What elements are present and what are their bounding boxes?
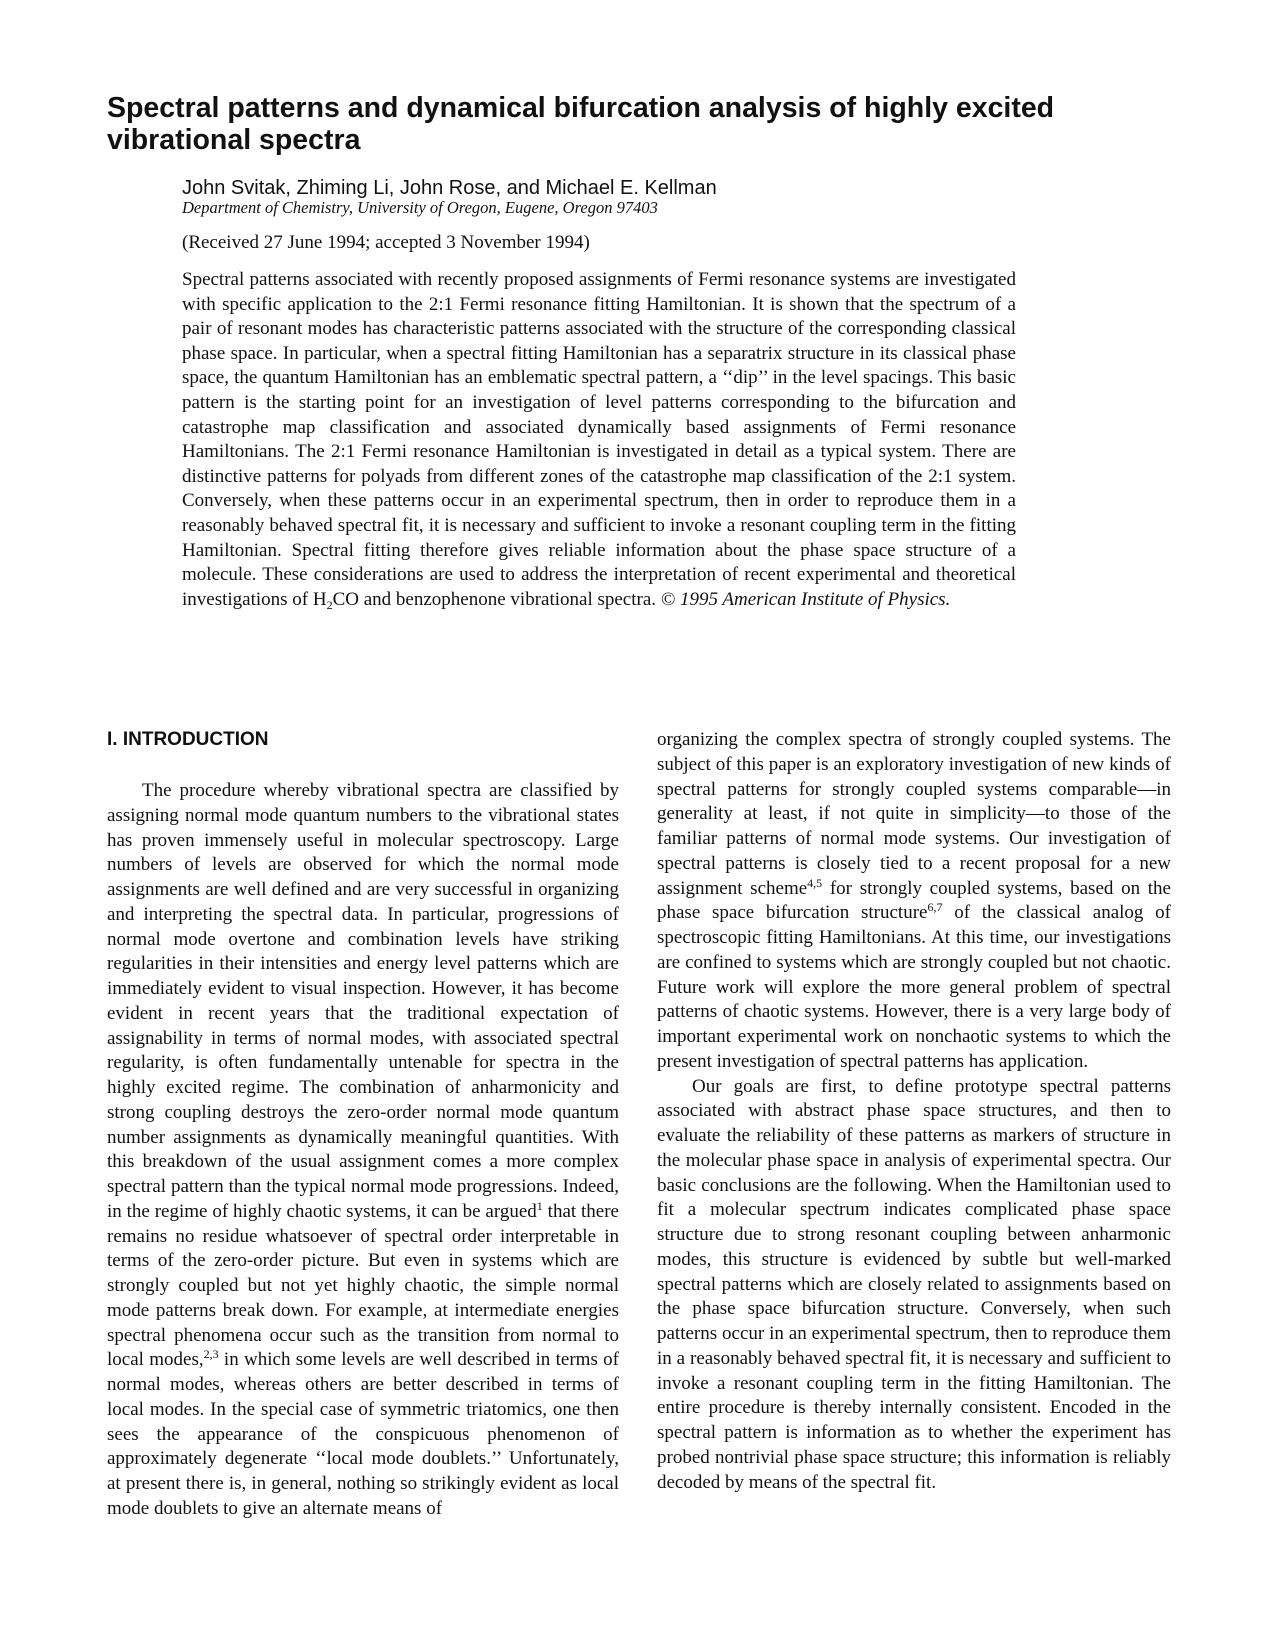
paper-title: Spectral patterns and dynamical bifurcation analysis of highly excited vibrational spectra bbox=[107, 92, 1055, 156]
abstract-text: Spectral patterns associated with recently proposed assignments of Fermi resonance systems are investigated with specific application to the 2:1 Fermi resonance fitting Hamiltonian. It is shown that the spectrum of a pair of resonant modes has characteristic patterns associated with the structure of the corresponding classical phase space. In particular, when a spectral fitting Hamiltonian has a separatrix structure in its classical phase space, the quantum Hamiltonian has an emblematic spectral pattern, a ‘‘dip’’ in the level spacings. This basic pattern is the starting point for an investigation of level patterns corresponding to the bifurcation and catastrophe map classification and associated dynamically based assignments of Fermi resonance Hamiltonians. The 2:1 Fermi resonance Hamiltonian is investigated in detail as a typical system. There are distinctive patterns for polyads from different zones of the catastrophe map classification of the 2:1 system. Conversely, when these patterns occur in an experimental spectrum, then in order to reproduce them in a reasonably behaved spectral fit, it is necessary and sufficient to invoke a resonant coupling term in the fitting Hamiltonian. Spectral fitting therefore gives reliable information about the phase space structure of a molecule. These considerations are used to address the interpretation of recent experimental and theoretical investigations of H bbox=[182, 269, 1016, 610]
reference-marker[interactable]: 4,5 bbox=[807, 875, 823, 890]
text: for strongly coupled systems, based on the phase space bifurcation structure bbox=[657, 877, 1171, 924]
author-list: John Svitak, Zhiming Li, John Rose, and Michael E. Kellman bbox=[182, 177, 717, 199]
reference-marker[interactable]: 6,7 bbox=[927, 900, 943, 915]
paragraph bbox=[657, 728, 1171, 1075]
abstract-text-end: CO and benzophenone vibrational spectra. bbox=[332, 588, 661, 610]
abstract bbox=[182, 268, 1016, 612]
received-date: (Received 27 June 1994; accepted 3 November 1994) bbox=[182, 232, 590, 253]
text: in which some levels are well described in terms of normal modes, whereas others are better described in terms of local modes. In the special case of symmetric triatomics, one then sees the appearance of the conspicuous phenomenon of approximately degenerate ‘‘local mode doublets.’’ Unfortunately, at present there is, in general, nothing so strikingly evident as local mode doublets to give an alternate means of bbox=[107, 1349, 619, 1519]
text: that there remains no residue whatsoever of spectral order interpretable in terms of the zero-order picture. But even in systems which are strongly coupled but not yet highly chaotic, the simple normal mode patterns break down. For example, at intermediate energies spectral phenomena occur such as the transition from normal to local modes, bbox=[107, 1200, 619, 1371]
left-column bbox=[107, 779, 619, 1522]
text: The procedure whereby vibrational spectra are classified by assigning normal mode quantum numbers to the vibrational states has proven immensely useful in molecular spectroscopy. Large numbers of levels are observed for which the normal mode assignments are well defined and are very successful in organizing and interpreting the spectral data. In particular, progressions of normal mode overtone and combination levels have striking regularities in their intensities and energy level patterns which are immediately evident to visual inspection. However, it has become evident in recent years that the traditional expectation of assignability in terms of normal modes, with associated spectral regularity, is often fundamentally untenable for spectra in the highly excited regime. The combination of anharmonicity and strong coupling destroys the zero-order normal mode quantum number assignments as dynamically meaningful quantities. With this breakdown of the usual assignment comes a more complex spectral pattern than the typical normal mode progressions. Indeed, in the regime of highly chaotic systems, it can be argued bbox=[107, 780, 619, 1222]
text: organizing the complex spectra of strongly coupled systems. The subject of this paper is an exploratory investigation of new kinds of spectral patterns for strongly coupled systems comparable—in generality at least, if not quite in simplicity—to those of the familiar patterns of normal mode systems. Our investigation of spectral patterns is closely tied to a recent proposal for a new assignment scheme bbox=[657, 729, 1171, 899]
affiliation: Department of Chemistry, University of Oregon, Eugene, Oregon 97403 bbox=[182, 198, 658, 217]
text: of the classical analog of spectroscopic fitting Hamiltonians. At this time, our investigations are confined to systems which are strongly coupled but not chaotic. Future work will explore the more general problem of spectral patterns of chaotic systems. However, there is a very large body of important experimental work on nonchaotic systems to which the present investigation of spectral patterns has application. bbox=[657, 902, 1171, 1072]
subscript: 2 bbox=[326, 597, 333, 612]
right-column bbox=[657, 728, 1171, 1495]
paragraph bbox=[107, 779, 619, 1522]
section-heading: I. INTRODUCTION bbox=[107, 729, 269, 750]
reference-marker[interactable]: 1 bbox=[536, 1198, 543, 1213]
paragraph: Our goals are first, to define prototype spectral patterns associated with abstract phase space structures, and then to evaluate the reliability of these patterns as markers of structure in the molecular phase space in analysis of experimental spectra. Our basic conclusions are the following. When the Hamiltonian used to fit a molecular spectrum indicates complicated phase space structure due to strong resonant coupling between anharmonic modes, this structure is evidenced by subtle but well-marked spectral patterns which are closely related to assignments based on the phase space bifurcation structure. Conversely, when such patterns occur in an experimental spectrum, then to reproduce them in a reasonably behaved spectral fit, it is necessary and sufficient to invoke a resonant coupling term in the fitting Hamiltonian. The entire procedure is thereby internally consistent. Encoded in the spectral pattern is information as to whether the experiment has probed nontrivial phase space structure; this information is reliably decoded by means of the spectral fit. bbox=[657, 1075, 1171, 1493]
reference-marker[interactable]: 2,3 bbox=[203, 1347, 219, 1362]
copyright-notice: © 1995 American Institute of Physics. bbox=[660, 588, 951, 610]
